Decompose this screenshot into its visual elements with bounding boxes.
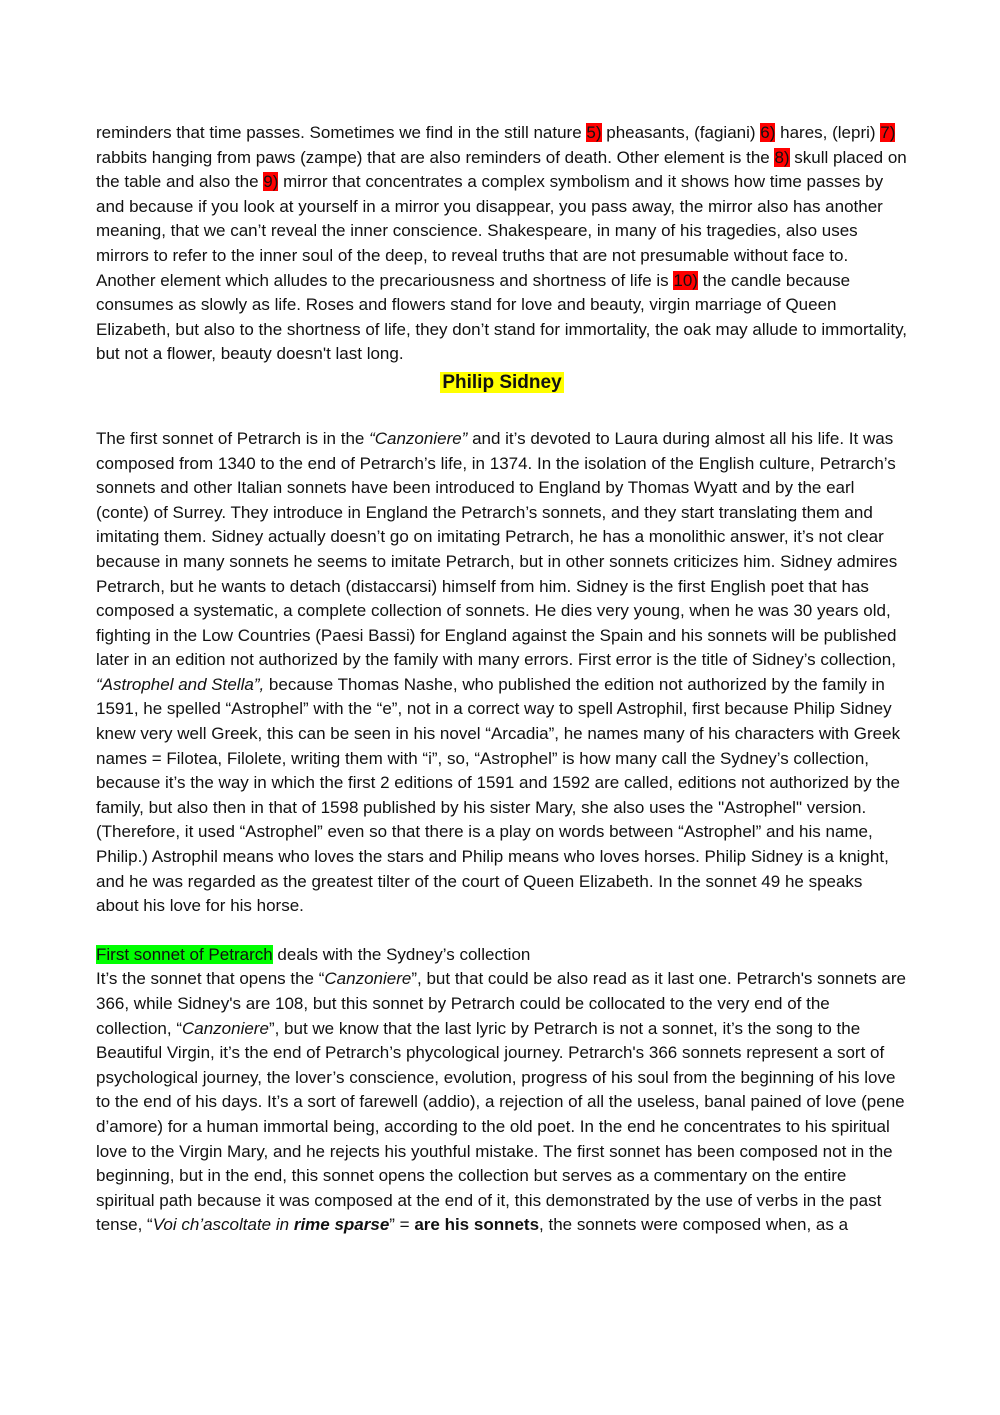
- spacer: [96, 919, 908, 943]
- marker-6: 6): [760, 123, 776, 142]
- italic-text: “Canzoniere”: [369, 428, 468, 448]
- paragraph-first-sonnet: [96, 967, 908, 1238]
- marker-5: 5): [586, 123, 602, 142]
- marker-9: 9): [263, 172, 279, 192]
- bold-italic-text: rime sparse: [293, 1215, 390, 1235]
- italic-text: Voi ch’ascoltate in: [152, 1215, 294, 1235]
- text: mirror that concentrates a complex symbolism and it shows how time passes by and because if you look at yourself in a mirror you disappear, you pass away, the mirror also has another meaning, that we can’t reveal the inner conscience. Shakespeare, in many of his tragedies, also uses mirrors to refer to the inner soul of the deep, to reveal truths that are not presumable without face to. Another element which alludes to the precariousness and shortness of life is: [96, 172, 884, 290]
- heading-philip-sidney: Philip Sidney: [442, 371, 562, 393]
- spacer: [96, 399, 908, 427]
- document-page: [96, 121, 908, 1238]
- text: because Thomas Nashe, who published the edition not authorized by the family in 1591, he spelled “Astrophel” with the “e”, not in a correct way to spell Astrophil, first because Philip Sidney knew very well Greek, this can be seen in his novel “Arcadia”, he names many of his characters with Greek names = Filotea, Filolete, writing them with “i”, so, “Astrophel” is how many call the Sydney’s collection, because it’s the way in which the first 2 editions of 1591 and 1592 are called, editions not authorized by the family, but also then in that of 1598 published by his sister Mary, she also uses the "Astrophel" version. (Therefore, it used “Astrophel” even so that there is a play on words between “Astrophel” and his name, Philip.) Astrophil means who loves the stars and Philip means who loves horses. Philip Sidney is a knight, and he was regarded as the greatest tilter of the court of Queen Elizabeth. In the sonnet 49 he speaks about his love for his horse.: [96, 674, 901, 916]
- text: reminders that time passes. Sometimes we find in the still nature: [96, 123, 587, 142]
- text: deals with the Sydney’s collection: [272, 944, 531, 964]
- text: It’s the sonnet that opens the “: [96, 969, 325, 989]
- section-heading: [96, 369, 908, 399]
- text: The first sonnet of Petrarch is in the: [96, 428, 370, 448]
- text: and it’s devoted to Laura during almost all his life. It was composed from 1340 to the end of Petrarch’s life, in 1374. In the isolation of the English culture, Petrarch’s sonnets and other Italian sonnets have been introduced to England by Thomas Wyatt and by the earl (conte) of Surrey. They introduce in England the Petrarch’s sonnets, and they start translating them and imitating them. Sidney actually doesn’t go on imitating Petrarch, he has a monolithic answer, it’s not clear because in many sonnets he seems to imitate Petrarch, but in other sonnets criticizes him. Sidney admires Petrarch, but he wants to detach (distaccarsi) himself from him. Sidney is the first English poet that has composed a systematic, a complete collection of sonnets. He dies very young, when he was 30 years old, fighting in the Low Countries (Paesi Bassi) for England against the Spain and his sonnets will be published later in an edition not authorized by the family with many errors. First error is the title of Sidney’s collection,: [96, 428, 898, 670]
- marker-7: 7): [880, 123, 896, 142]
- text: ”, but that could be also read as it last one. Petrarch's sonnets are 366, while Sidney's are 108, but this sonnet by Petrarch could be collocated to the very end of the collection, “: [96, 969, 906, 1038]
- text: hares, (lepri): [775, 123, 881, 142]
- subheading-first-sonnet: First sonnet of Petrarch: [96, 944, 273, 964]
- italic-text: Canzoniere: [181, 1018, 269, 1038]
- paragraph-still-life: [96, 121, 908, 367]
- paragraph-sidney: [96, 427, 908, 919]
- text: rabbits hanging from paws (zampe) that are also reminders of death. Other element is the: [96, 147, 775, 167]
- text: the candle because consumes as slowly as life. Roses and flowers stand for love and beauty, virgin marriage of Queen Elizabeth, but also to the shortness of life, they don’t stand for immortality, the oak may allude to immortality, but not a flower, beauty doesn't last long.: [96, 270, 908, 364]
- text: skull placed on the table and also the: [96, 147, 907, 192]
- paragraph-subheading: [96, 943, 908, 968]
- text: pheasants, (fagiani): [601, 123, 761, 142]
- italic-text: Canzoniere: [324, 969, 412, 989]
- marker-8: 8): [774, 147, 790, 167]
- marker-10: 10): [673, 270, 698, 290]
- bold-text: are his sonnets: [414, 1215, 540, 1235]
- text: , the sonnets were composed when, as a: [539, 1215, 849, 1235]
- text: ”, but we know that the last lyric by Petrarch is not a sonnet, it’s the song to the Beautiful Virgin, it’s the end of Petrarch’s phycological journey. Petrarch's 366 sonnets represent a sort of psychological journey, the lover’s conscience, evolution, progress of his soul from the beginning of his love to the end of his days. It’s a sort of farewell (addio), a rejection of all the useless, banal pained of love (pene d’amore) for a human immortal being, according to the old poet. In the end he concentrates to his spiritual love to the Virgin Mary, and he rejects his youthful mistake. The first sonnet has been composed not in the beginning, but in the end, this sonnet opens the collection but serves as a commentary on the entire spiritual path because it was composed at the end of it, this demonstrated by the use of verbs in the past tense, “: [96, 1018, 905, 1235]
- text: ” =: [389, 1215, 415, 1235]
- italic-text: “Astrophel and Stella”,: [96, 674, 265, 694]
